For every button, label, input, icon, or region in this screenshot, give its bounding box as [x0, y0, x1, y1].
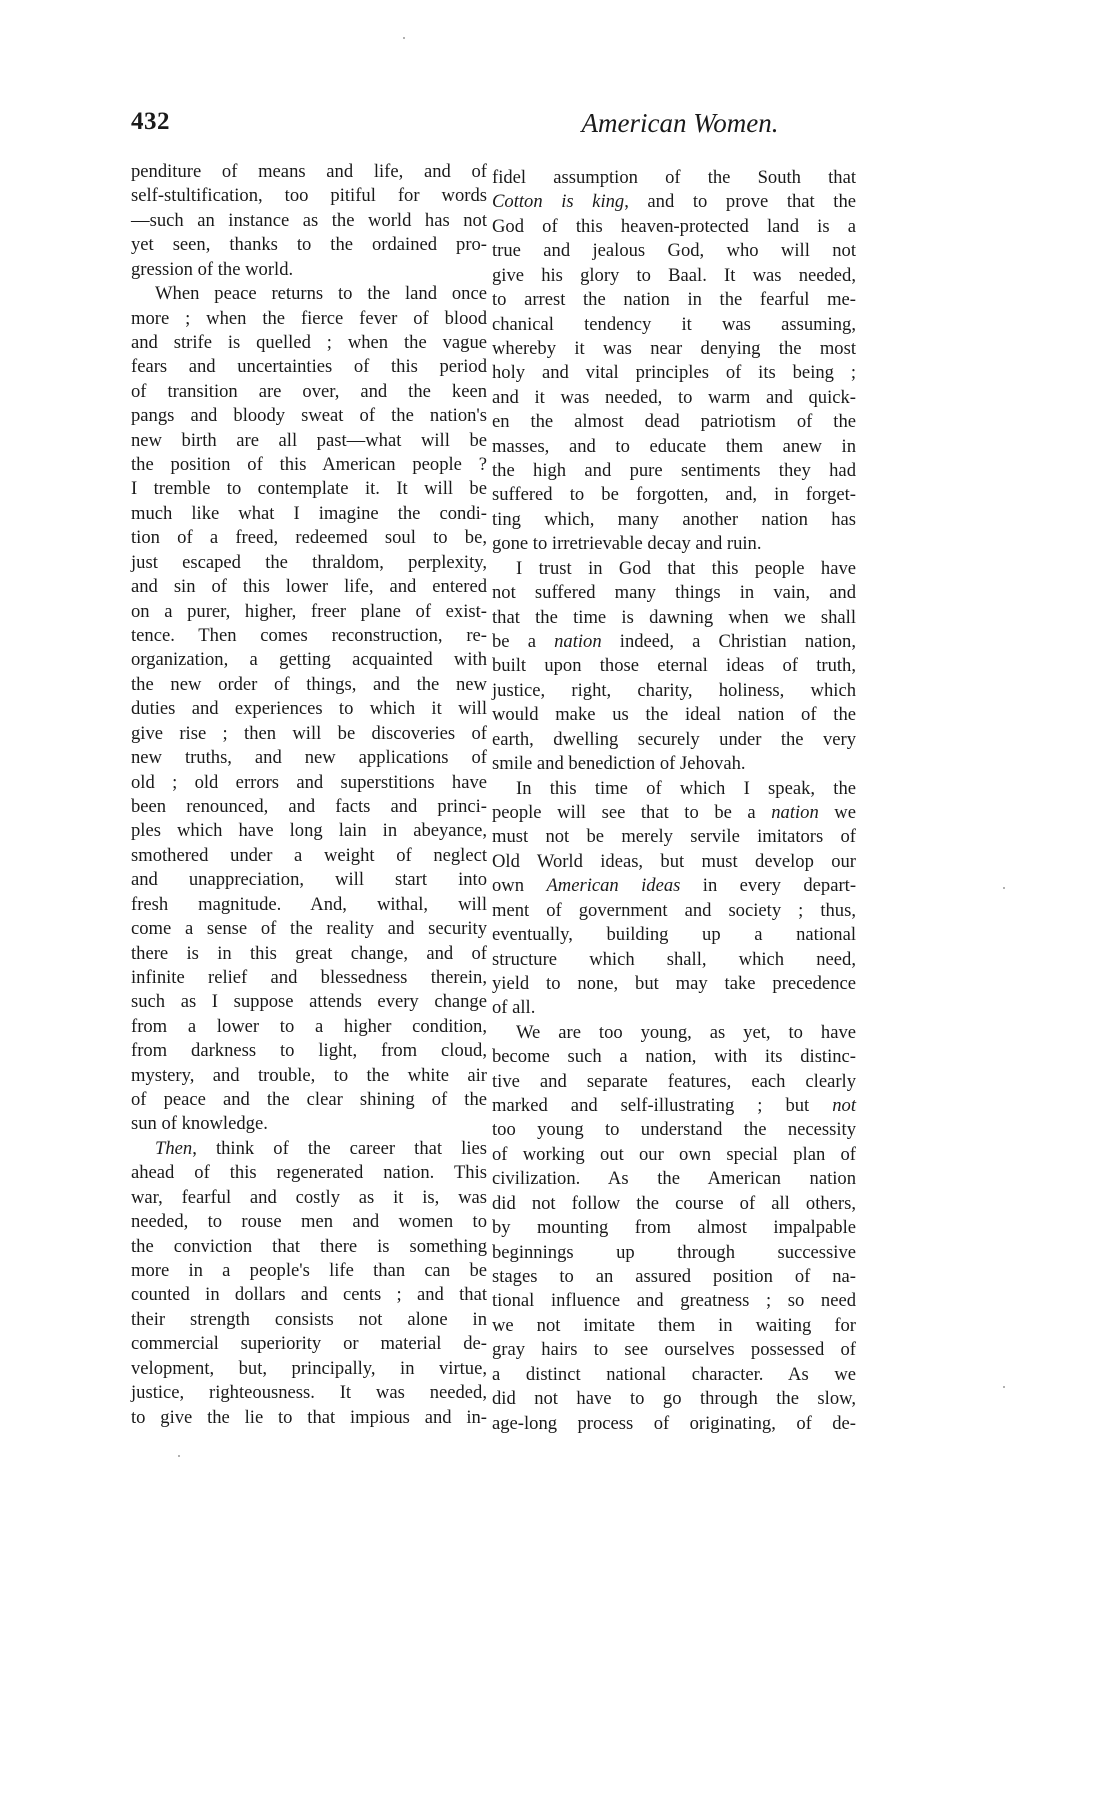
text-line [492, 874, 856, 898]
text-line: self-stultification, too pitiful for words [131, 185, 487, 207]
text-line: pangs and bloody sweat of the nation's [131, 405, 487, 427]
text-line: suffered to be forgotten, and, in forget- [492, 484, 856, 506]
text-line: the position of this American people ? [131, 454, 487, 476]
text-line: commercial superiority or material de- [131, 1333, 487, 1355]
italic-text: American ideas [546, 875, 681, 897]
text-line: did not have to go through the slow, [492, 1388, 856, 1410]
text-line: new truths, and new applications of [131, 747, 487, 769]
text-line: ment of government and society ; thus, [492, 899, 856, 921]
text-line: ples which have long lain in abeyance, [131, 820, 487, 842]
line-text: own [492, 875, 547, 897]
text-line: of working out our own special plan of [492, 1143, 856, 1165]
text-line: chanical tendency it was assuming, [492, 313, 856, 335]
text-line: eventually, building up a national [492, 924, 856, 946]
text-line: to arrest the nation in the fearful me- [492, 289, 856, 311]
text-line: there is in this great change, and of [131, 942, 487, 964]
text-line: their strength consists not alone in [131, 1308, 487, 1330]
scan-speck [403, 37, 405, 39]
text-line: fears and uncertainties of this period [131, 356, 487, 378]
italic-text: nation [771, 801, 819, 823]
text-line: yet seen, thanks to the ordained pro- [131, 234, 487, 256]
text-line: too young to understand the necessity [492, 1119, 856, 1141]
text-line: God of this heaven-protected land is a [492, 215, 856, 237]
text-line: infinite relief and blessedness therein, [131, 966, 487, 988]
text-line: I tremble to contemplate it. It will be [131, 478, 487, 500]
text-line: ting which, many another nation has [492, 508, 856, 530]
text-line: stages to an assured position of na- [492, 1265, 856, 1287]
italic-text: nation [554, 631, 602, 653]
text-line: old ; old errors and superstitions have [131, 771, 487, 793]
text-line: not suffered many things in vain, and [492, 582, 856, 604]
text-line: such as I suppose attends every change [131, 991, 487, 1013]
text-line: to give the lie to that impious and in- [131, 1406, 487, 1428]
text-line [492, 630, 856, 654]
text-line: from a lower to a higher condition, [131, 1015, 487, 1037]
text-line [131, 1137, 487, 1161]
text-line: civilization. As the American nation [492, 1168, 856, 1190]
text-line: just escaped the thraldom, perplexity, [131, 551, 487, 573]
text-line: by mounting from almost impalpable [492, 1217, 856, 1239]
line-text: indeed, a Christian nation, [601, 631, 856, 653]
text-line: whereby it was near denying the most [492, 337, 856, 359]
line-text: be a [492, 631, 555, 653]
text-line: of all. [492, 997, 536, 1019]
text-line: gression of the world. [131, 258, 294, 280]
text-line: must not be merely servile imitators of [492, 826, 856, 848]
line-text: marked and self-illustrating ; but [492, 1095, 833, 1117]
text-line: more in a people's life than can be [131, 1259, 487, 1281]
text-line: We are too young, as yet, to have [516, 1021, 856, 1043]
text-line: velopment, but, principally, in virtue, [131, 1357, 487, 1379]
text-line: fidel assumption of the South that [492, 167, 856, 188]
text-line: age-long process of originating, of de- [492, 1412, 856, 1434]
text-line: the high and pure sentiments they had [492, 460, 856, 482]
text-line: and strife is quelled ; when the vague [131, 331, 487, 353]
line-text: , and to prove that the [624, 191, 856, 213]
text-line: justice, right, charity, holiness, which [492, 679, 856, 701]
text-line [492, 801, 856, 825]
text-line: of transition are over, and the keen [131, 380, 487, 402]
text-line: fresh magnitude. And, withal, will [131, 893, 487, 915]
text-line: from darkness to light, from cloud, [131, 1040, 487, 1062]
text-line: In this time of which I speak, the [516, 777, 856, 799]
text-line: yield to none, but may take precedence [492, 972, 856, 994]
italic-text: Then [155, 1137, 193, 1159]
left-column [131, 160, 487, 1430]
text-line: war, fearful and costly as it is, was [131, 1186, 487, 1208]
running-head: American Women. [581, 108, 779, 138]
text-line: would make us the ideal nation of the [492, 704, 856, 726]
line-text: , think of the career that lies [192, 1137, 487, 1159]
text-line: justice, righteousness. It was needed, [131, 1382, 487, 1404]
right-column [492, 166, 856, 1436]
text-line: more ; when the fierce fever of blood [131, 307, 487, 329]
text-line: that the time is dawning when we shall [492, 606, 856, 628]
text-line: new birth are all past—what will be [131, 429, 487, 451]
text-line: duties and experiences to which it will [131, 698, 487, 720]
text-line: en the almost dead patriotism of the [492, 411, 856, 433]
text-line: the new order of things, and the new [131, 673, 487, 695]
text-line: gray hairs to see ourselves possessed of [492, 1339, 856, 1361]
text-line: much like what I imagine the condi- [131, 502, 487, 524]
text-line: needed, to rouse men and women to [131, 1211, 487, 1233]
text-line: did not follow the course of all others, [492, 1192, 856, 1214]
scan-speck [1003, 1386, 1005, 1388]
text-line: a distinct national character. As we [492, 1363, 856, 1385]
text-line: tional influence and greatness ; so need [492, 1290, 856, 1312]
text-line: earth, dwelling securely under the very [492, 728, 856, 750]
line-text: we [818, 801, 856, 823]
text-line: tive and separate features, each clearly [492, 1070, 856, 1092]
text-line: penditure of means and life, and of [131, 161, 487, 182]
text-line: ahead of this regenerated nation. This [131, 1162, 487, 1184]
page-number: 432 [131, 108, 170, 135]
text-line: organization, a getting acquainted with [131, 649, 487, 671]
text-line: holy and vital principles of its being ; [492, 362, 856, 384]
text-line: on a purer, higher, freer plane of exist- [131, 600, 487, 622]
text-line: I trust in God that this people have [516, 557, 856, 579]
text-line [492, 190, 856, 214]
text-line: smothered under a weight of neglect [131, 844, 487, 866]
text-line: true and jealous God, who will not [492, 240, 856, 262]
text-line: we not imitate them in waiting for [492, 1314, 856, 1336]
italic-text: not [832, 1095, 856, 1117]
italic-text: Cotton is king [492, 191, 625, 213]
text-line: give rise ; then will be discoveries of [131, 722, 487, 744]
line-text: in every depart- [680, 875, 857, 897]
scan-speck [178, 1455, 180, 1457]
text-line: sun of knowledge. [131, 1113, 268, 1135]
text-line: counted in dollars and cents ; and that [131, 1284, 487, 1306]
text-line: mystery, and trouble, to the white air [131, 1064, 487, 1086]
scan-speck [1003, 887, 1005, 889]
text-line: come a sense of the reality and security [131, 918, 487, 940]
text-line: tence. Then comes reconstruction, re- [131, 625, 487, 647]
text-line: become such a nation, with its distinc- [492, 1046, 856, 1068]
text-line: of peace and the clear shining of the [131, 1089, 487, 1111]
text-line: and unappreciation, will start into [131, 869, 487, 891]
text-line: give his glory to Baal. It was needed, [492, 264, 856, 286]
text-line: masses, and to educate them anew in [492, 435, 856, 457]
text-line: and sin of this lower life, and entered [131, 576, 487, 598]
text-line: —such an instance as the world has not [131, 209, 487, 231]
text-line: smile and benediction of Jehovah. [492, 753, 746, 775]
text-line: When peace returns to the land once [155, 283, 487, 305]
text-line: gone to irretrievable decay and ruin. [492, 533, 762, 555]
text-line: and it was needed, to warm and quick- [492, 386, 856, 408]
text-line: the conviction that there is something [131, 1235, 487, 1257]
text-line: beginnings up through successive [492, 1241, 856, 1263]
text-line: tion of a freed, redeemed soul to be, [131, 527, 487, 549]
text-line: built upon those eternal ideas of truth, [492, 655, 856, 677]
line-text: people will see that to be a [492, 801, 772, 823]
text-line: been renounced, and facts and princi- [131, 795, 487, 817]
text-line [492, 1094, 856, 1118]
text-line: Old World ideas, but must develop our [492, 850, 856, 872]
text-line: structure which shall, which need, [492, 948, 856, 970]
